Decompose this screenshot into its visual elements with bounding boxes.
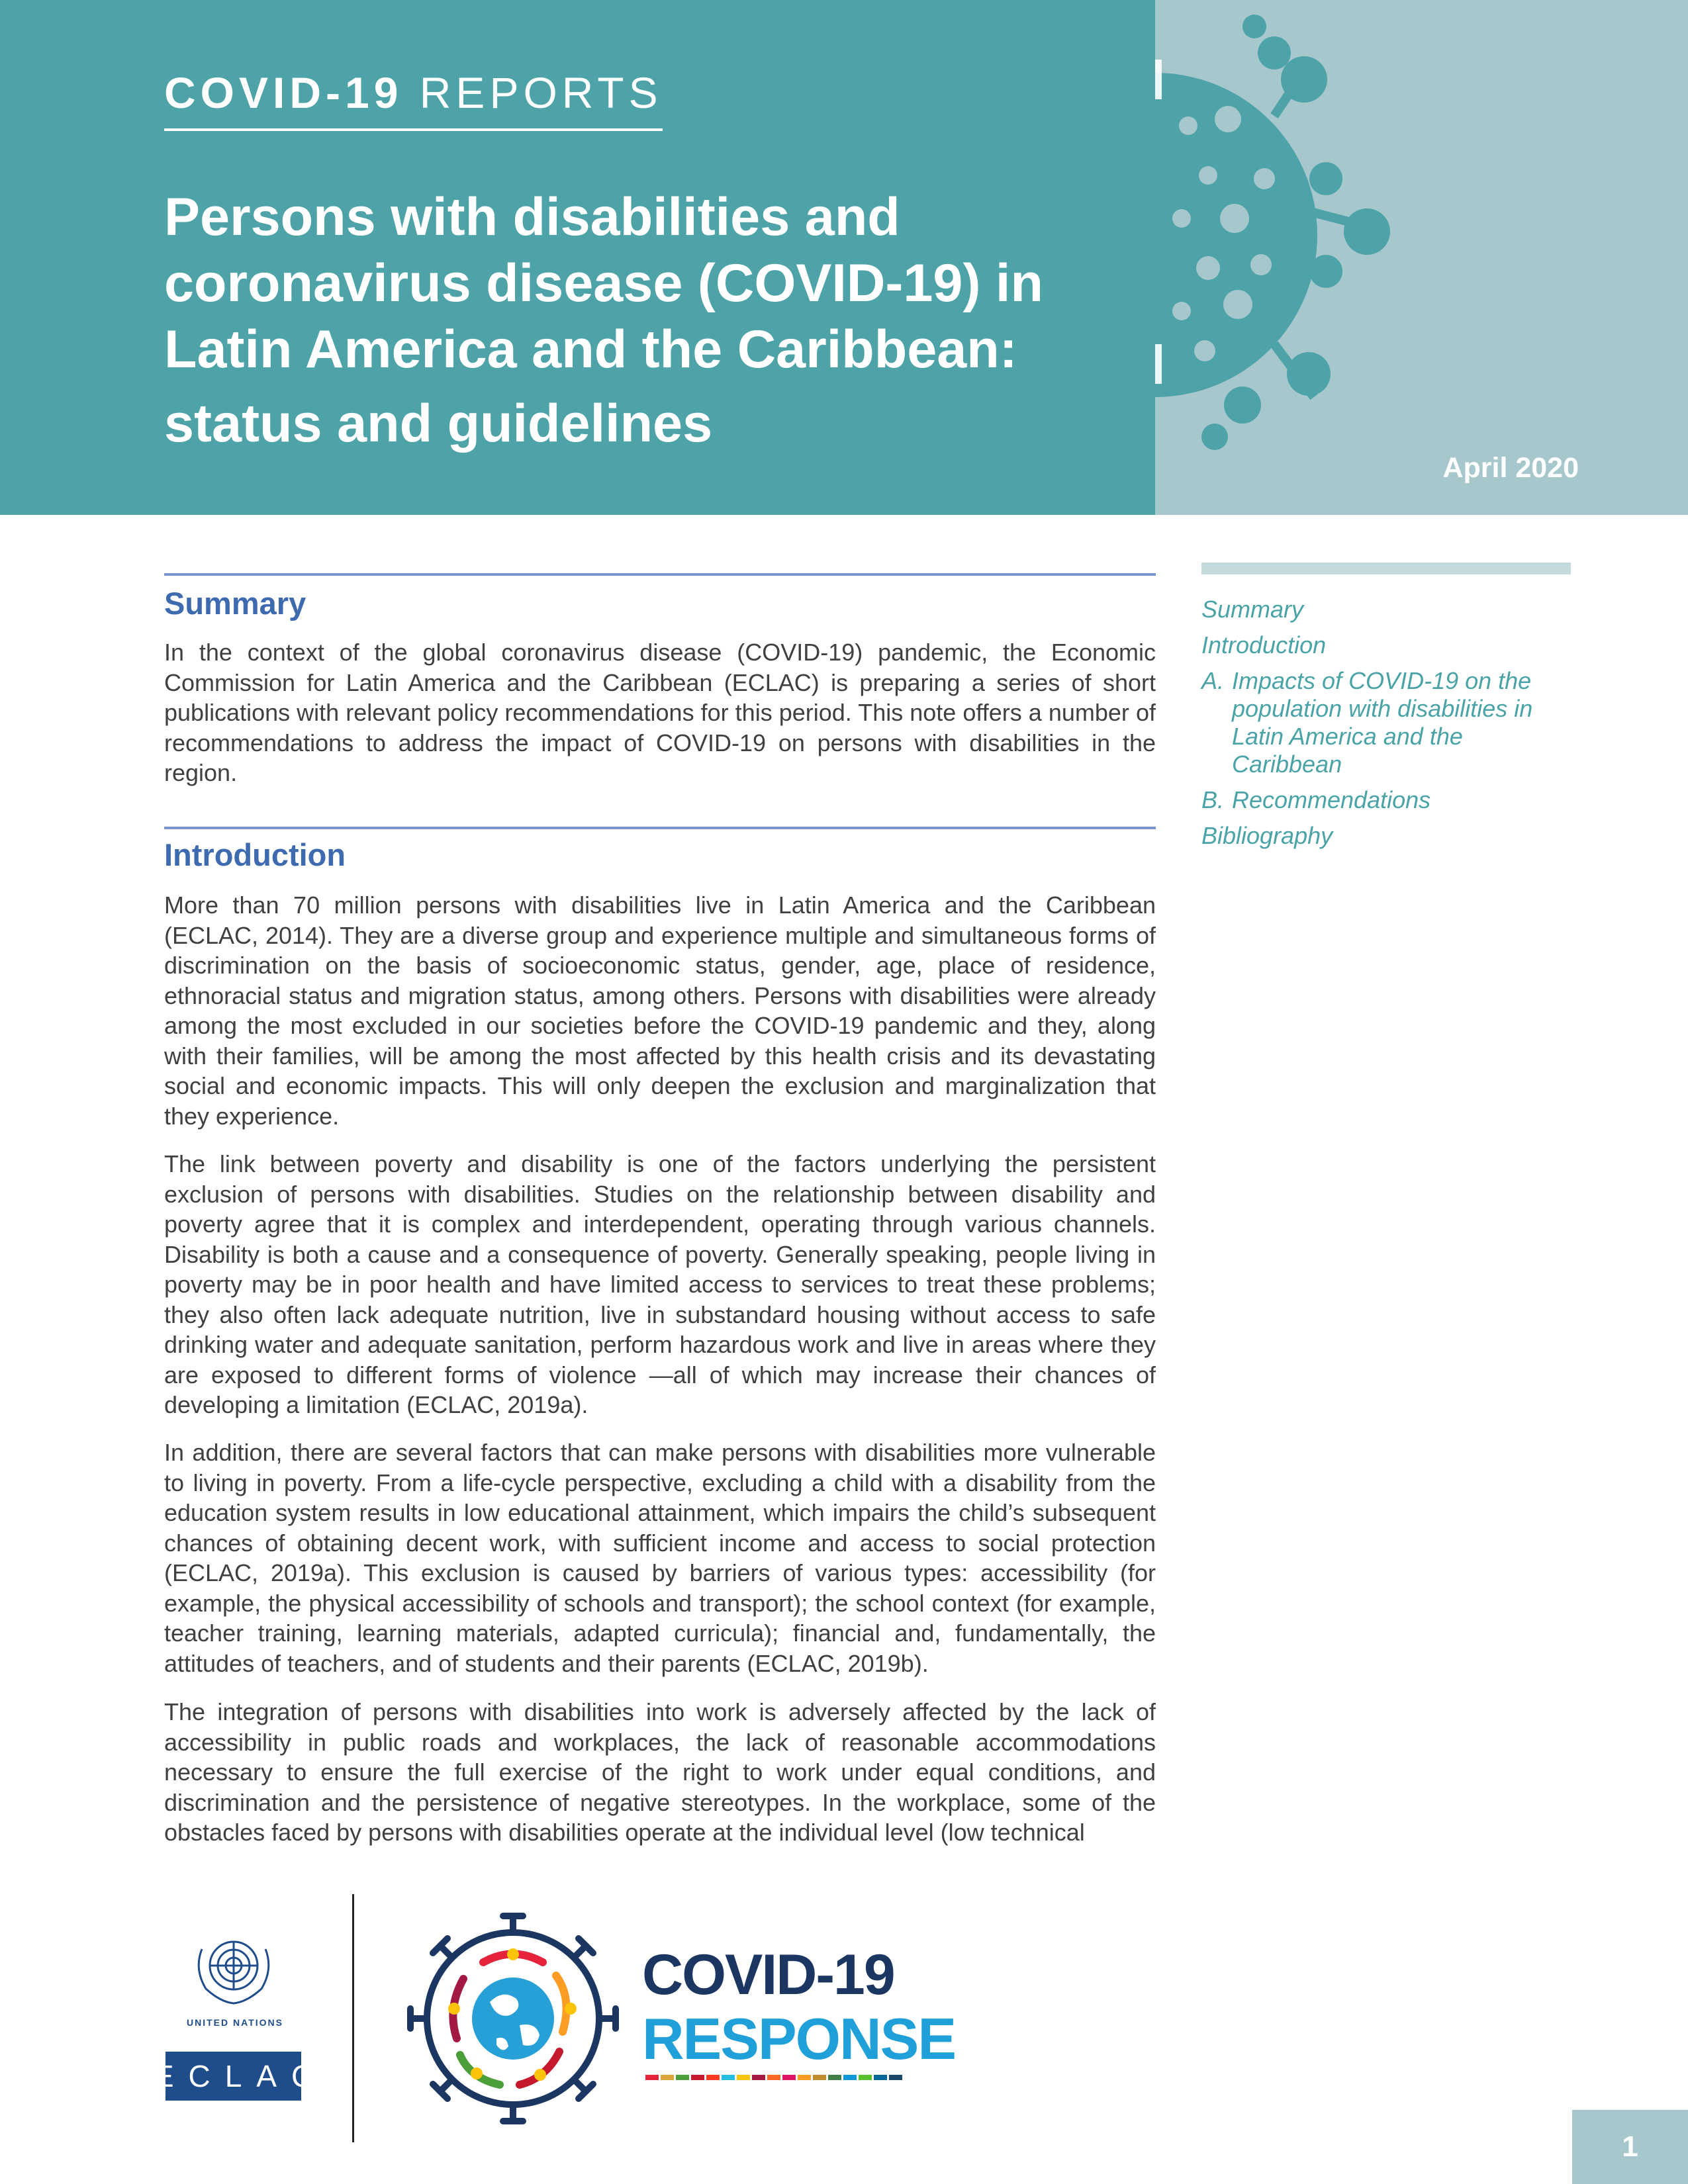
toc-label: Impacts of COVID-19 on the population with disabilities in Latin America and the Caribbean [1232,667,1533,778]
introduction-rule [164,827,1156,829]
covid-response-ring-icon [404,1909,622,2128]
intro-paragraph: The integration of persons with disabilities into work is adversely affected by the lack of accessibility in public roads and workplaces, the lack of reasonable accommodations necessary to ensure the full exercise of the right to work under equal conditions, and discrimination and the persistence of negative stereotypes. In the workplace, some of the obstacles faced by persons with disabilities operate at the individual level (low technical [164,1698,1156,1846]
intro-paragraph: The link between poverty and disability is one of the factors underlying the persistent exclusion of persons with disabilities. Studies on the relationship between disability and poverty agree that it is complex and interdependent, operating through various channels. Disability is both a cause and a consequence of poverty. Generally speaking, people living in poverty may be in poor health and have limited access to services to treat these problems; they also often lack adequate nutrition, live in substandard housing without access to safe drinking water and adequate sanitation, perform hazardous work and live in areas where they are exposed to different forms of violence —all of which may increase their chances of developing a limitation (ECLAC, 2019a). [164,1150,1156,1418]
sdg-color-strip [645,2075,902,2080]
logo-divider [352,1894,354,2142]
toc-label: Recommendations [1232,786,1431,813]
page-title [164,184,1157,457]
toc-item-summary[interactable]: Summary [1201,596,1304,623]
title-line: Latin America and the Caribbean: [164,320,1017,379]
toc-item-impacts[interactable] [1201,667,1572,778]
toc-bar [1201,563,1571,574]
title-line: Persons with disabilities and [164,187,900,247]
coronavirus-icon [1155,0,1420,515]
covid-response-subtitle: RESPONSE [642,2006,956,2071]
eclac-logo: ECLAC [165,2052,301,2101]
summary-text: In the context of the global coronavirus disease (COVID-19) pandemic, the Economic Commission for Latin America and the Caribbean (ECLAC) is preparing a series of short publications with relevant policy recommendations for this period. This note offers a number of recommendations to address the impact of COVID-19 on persons with disabilities in the region. [164,639,1156,786]
covid-response-title: COVID-19 [642,1943,894,2007]
toc-item-recommendations[interactable] [1201,786,1572,814]
toc-item-introduction[interactable]: Introduction [1201,631,1327,659]
toc-letter: B. [1201,786,1225,813]
intro-paragraph: In addition, there are several factors that can make persons with disabilities more vulnerable to living in poverty. From a life-cycle perspective, excluding a child with a disability from the education system results in low educational attainment, which impairs the child’s subsequent chances of obtaining decent work, with sufficient income and access to social protection (ECLAC, 2019a). This exclusion is caused by barriers of various types: accessibility (for example, the physical accessibility of schools and transport); the school context (for example, teacher training, learning materials, adapted curricula); financial and, fundamentally, the attitudes of teachers, and of students and their parents (ECLAC, 2019b). [164,1439,1156,1677]
publication-date: April 2020 [1442,452,1579,484]
table-of-contents [1201,596,1572,858]
un-emblem-icon [187,1929,280,2009]
title-line: status and guidelines [164,394,713,453]
intro-paragraph: More than 70 million persons with disabilities live in Latin America and the Caribbean (ECLAC, 2014). They are a diverse group and experience multiple and simultaneous forms of discrimination on the basis of socioeconomic status, gender, age, place of residence, ethnoracial status and migration status, among others. Persons with disabilities were already among the most excluded in our societies before the COVID-19 pandemic and they, along with their families, will be among the most affected by this health crisis and its devastating social and economic impacts. This will only deepen the exclusion and marginalization that they experience. [164,891,1156,1130]
summary-rule [164,573,1156,576]
series-label [164,68,663,131]
series-label-bold: COVID-19 [164,68,403,117]
un-label: UNITED NATIONS [187,2017,283,2028]
series-label-light: REPORTS [419,68,663,117]
summary-heading: Summary [164,586,306,621]
page-number: 1 [1572,2110,1688,2184]
introduction-heading: Introduction [164,837,346,872]
toc-item-bibliography[interactable]: Bibliography [1201,822,1333,849]
toc-letter: A. [1201,667,1225,694]
title-line: coronavirus disease (COVID-19) in [164,253,1043,313]
